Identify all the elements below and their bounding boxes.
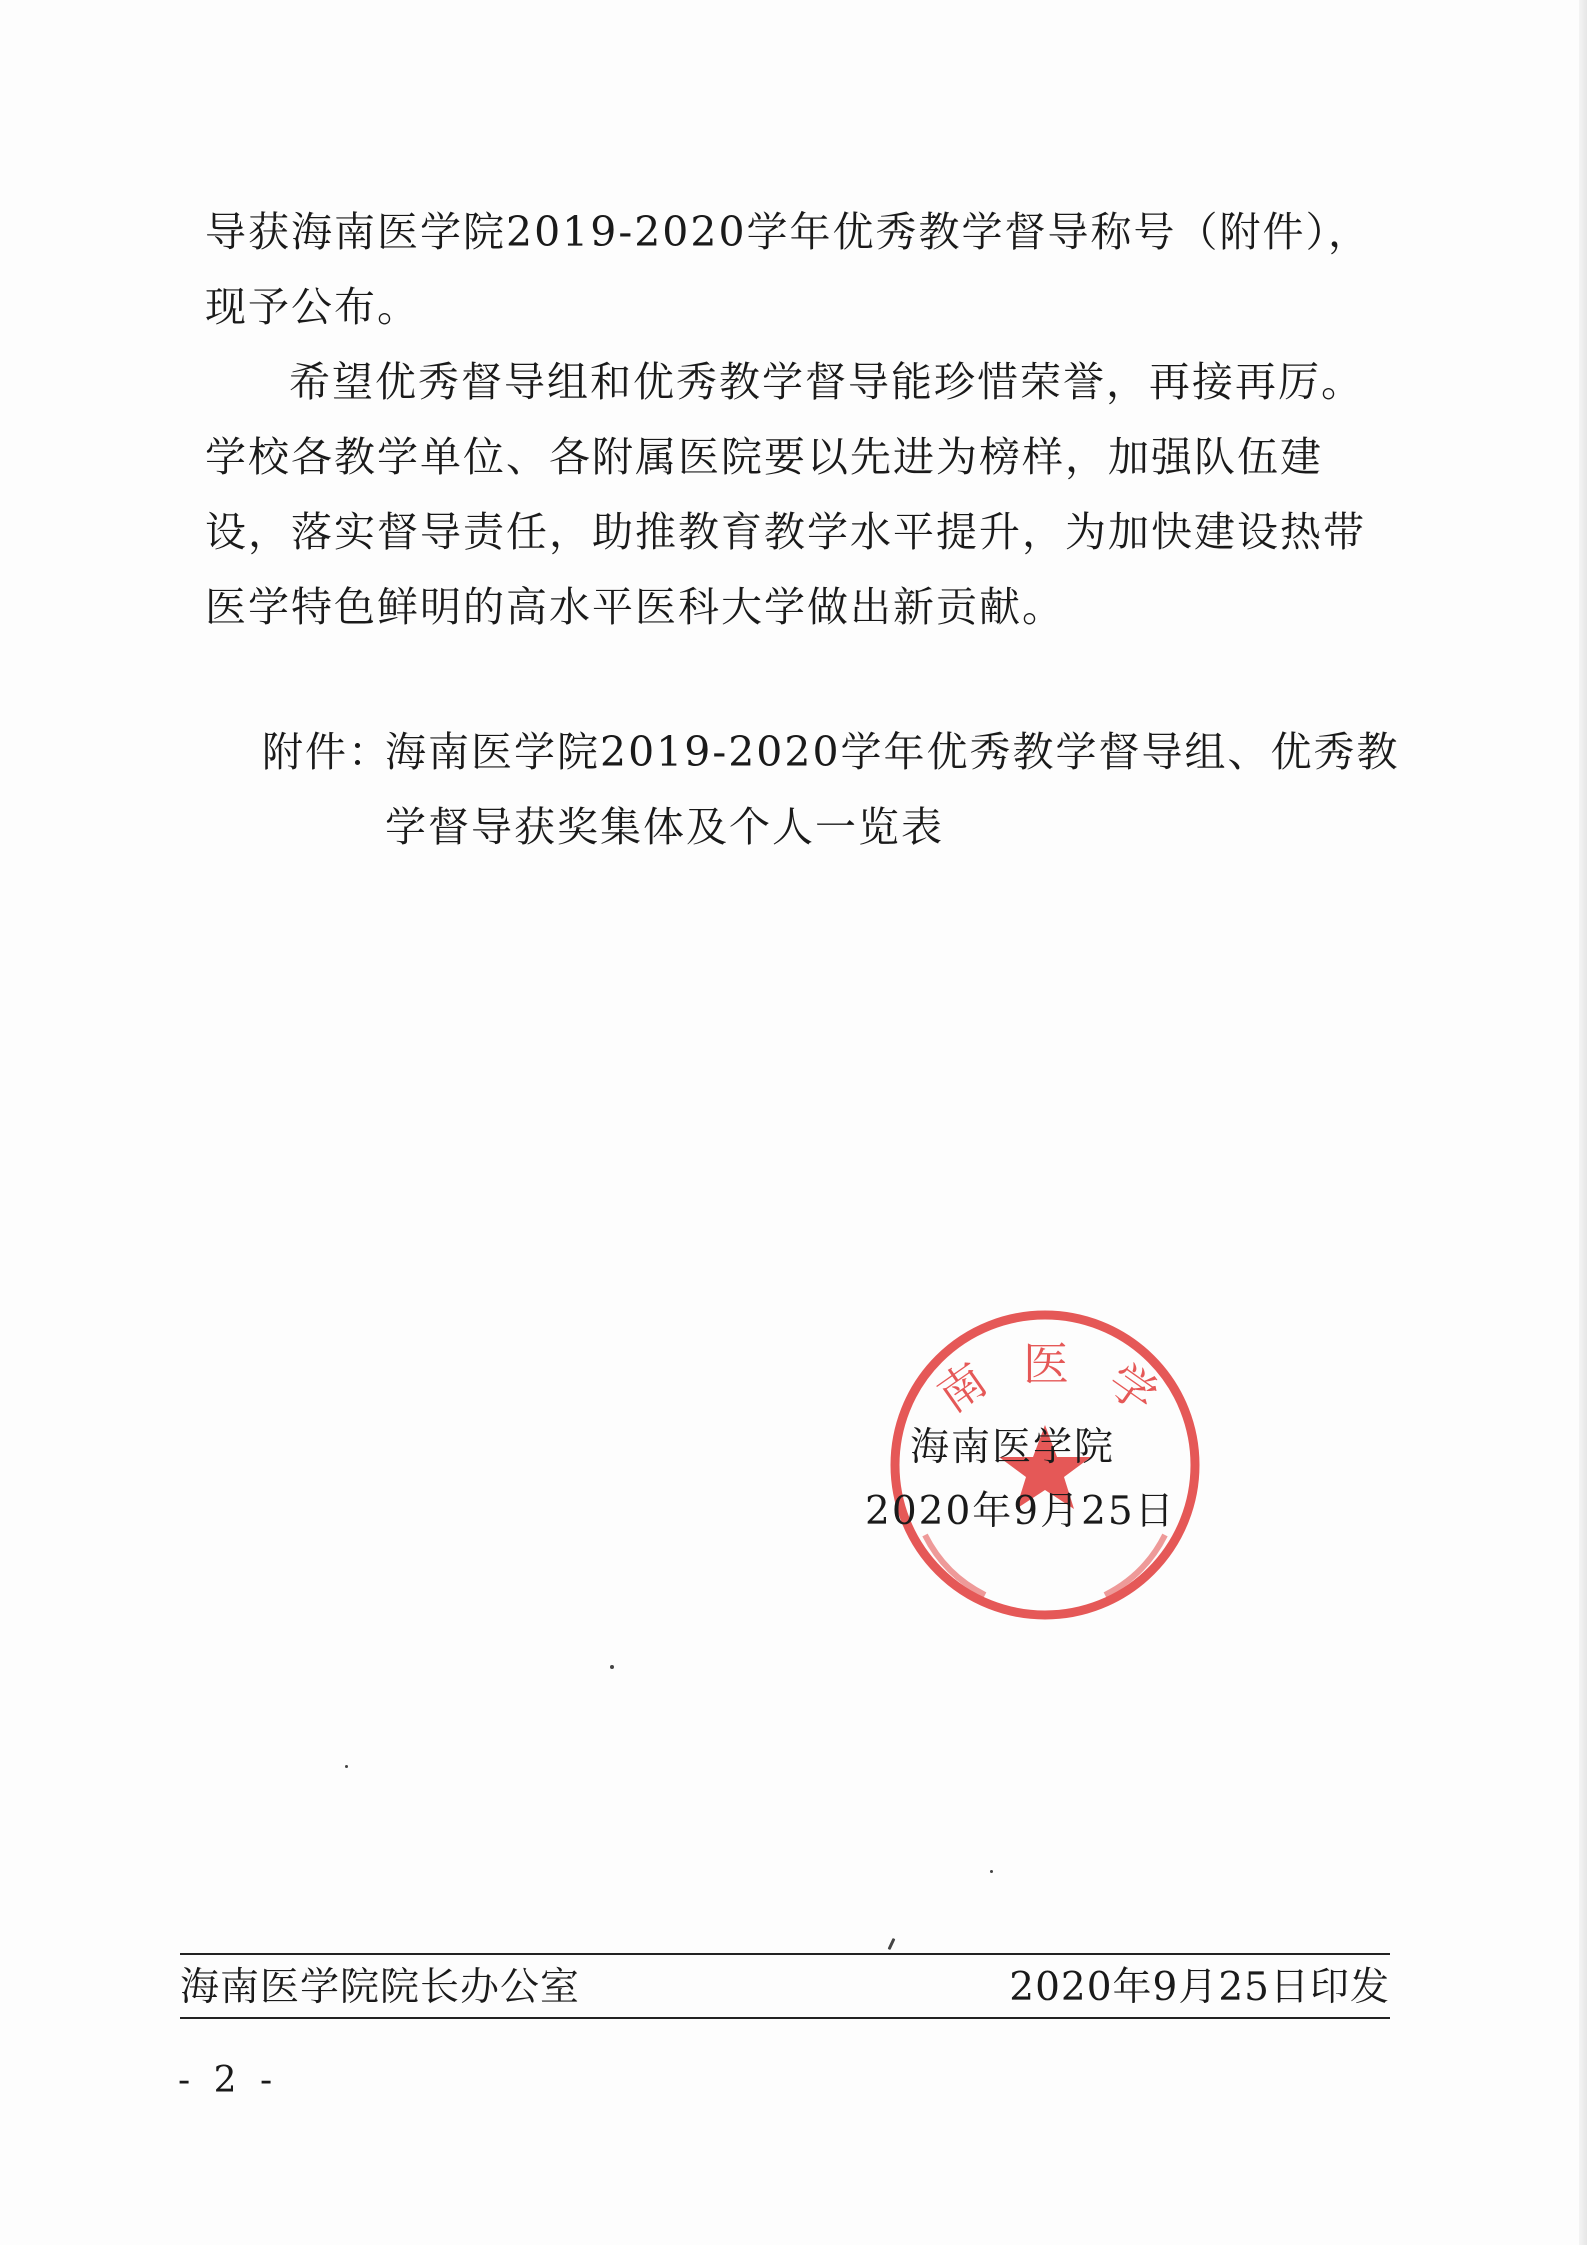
seal-char-left: 南 — [927, 1352, 997, 1423]
footer-rule-top — [180, 1953, 1390, 1955]
attachment-text: 海南医学院2019-2020学年优秀教学督导组、优秀教学督导获奖集体及个人一览表 — [385, 728, 1400, 851]
scan-speck — [990, 1870, 993, 1873]
body-paragraph-1: 导获海南医学院2019-2020学年优秀教学督导称号（附件），现予公布。 — [205, 208, 1372, 331]
signature-organization: 海南医学院 — [910, 1425, 1116, 1470]
seal-char-right: 学 — [1098, 1352, 1167, 1424]
scan-speck — [888, 1938, 896, 1950]
scan-speck — [345, 1765, 348, 1768]
body-paragraph-2: 希望优秀督导组和优秀教学督导能珍惜荣誉，再接再厉。学校各教学单位、各附属医院要以先进为榜样，加强队伍建设，落实督导责任，助推教育教学水平提升，为加快建设热带医学特色鲜明的高水平医科大学做出新贡献。 — [205, 358, 1366, 631]
page-number: - 2 - — [178, 2060, 279, 2101]
attachment-label: 附件： — [262, 728, 391, 776]
scan-speck — [610, 1665, 614, 1669]
footer-issuer: 海南医学院院长办公室 — [180, 1965, 581, 2010]
seal-char-top: 医 — [1023, 1337, 1069, 1391]
footer-rule-bottom — [180, 2017, 1390, 2019]
signature-date: 2020年9月25日 — [865, 1489, 1176, 1534]
scan-edge — [1579, 0, 1587, 2245]
footer-issue-date: 2020年9月25日印发 — [1009, 1965, 1390, 2010]
